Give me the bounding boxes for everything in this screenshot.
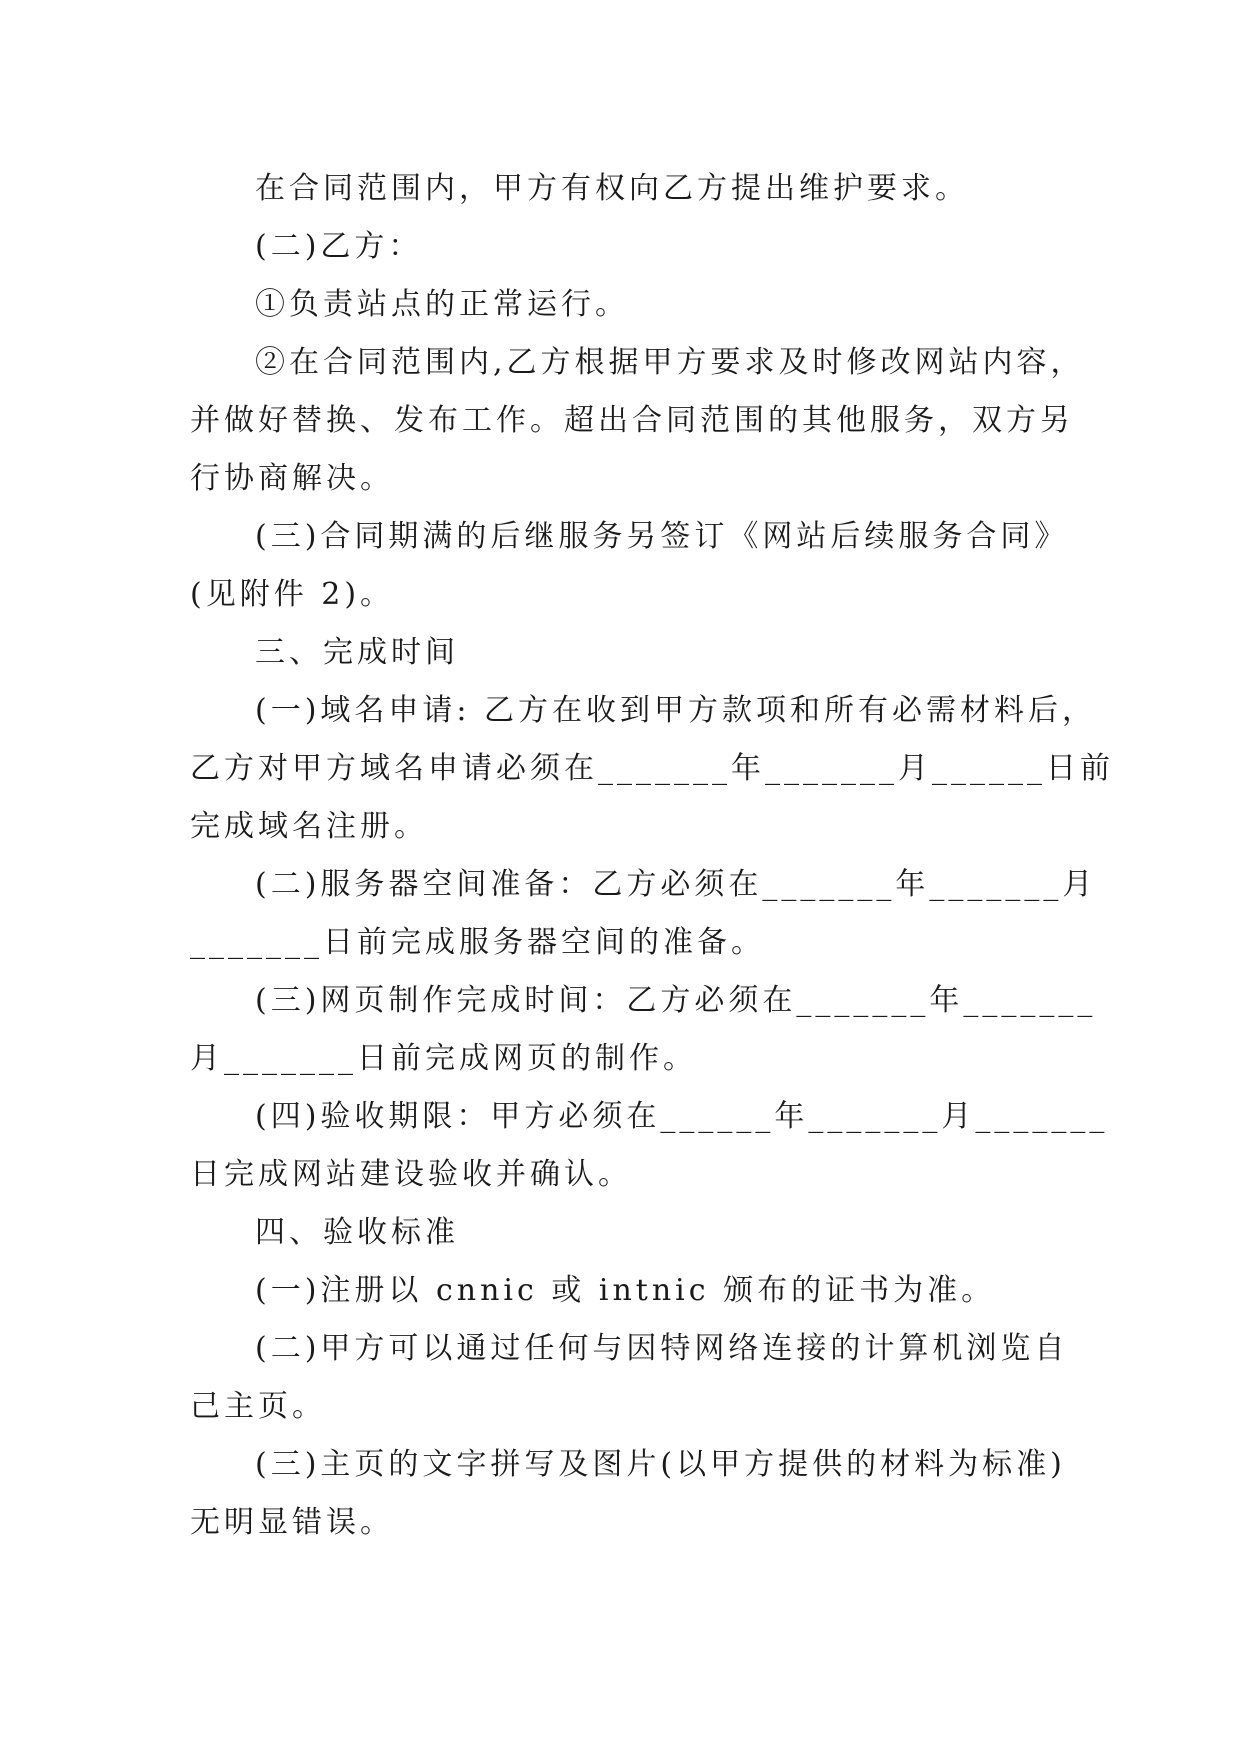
- text-line: (三)合同期满的后继服务另签订《网站后续服务合同》: [255, 519, 1069, 554]
- text-line: 无明显错误。: [190, 1505, 394, 1540]
- text-line: 日完成网站建设验收并确认。: [190, 1157, 632, 1192]
- text-line: (二)乙方：: [255, 229, 423, 264]
- text-line: (一)域名申请: 乙方在收到甲方款项和所有必需材料后，: [255, 693, 1097, 728]
- text-line: (二)甲方可以通过任何与因特网络连接的计算机浏览自: [255, 1331, 1069, 1366]
- text-line: 行协商解决。: [190, 461, 394, 496]
- document-body: [190, 160, 1114, 1552]
- text-line: (三)网页制作完成时间：乙方必须在_______年_______: [255, 983, 1097, 1018]
- text-line: _______日前完成服务器空间的准备。: [190, 925, 765, 960]
- section-heading: 四、验收标准: [255, 1215, 459, 1250]
- text-line: ②在合同范围内,乙方根据甲方要求及时修改网站内容，: [255, 345, 1085, 380]
- text-line: 月_______日前完成网页的制作。: [190, 1041, 697, 1076]
- text-line: 完成域名注册。: [190, 809, 428, 844]
- text-line: (二)服务器空间准备：乙方必须在_______年_______月: [255, 867, 1097, 902]
- text-line: 在合同范围内，甲方有权向乙方提出维护要求。: [255, 171, 969, 206]
- text-line: 己主页。: [190, 1389, 326, 1424]
- section-heading: 三、完成时间: [255, 635, 459, 670]
- text-line: ①负责站点的正常运行。: [255, 287, 629, 322]
- text-line: (一)注册以 cnnic 或 intnic 颁布的证书为准。: [255, 1273, 996, 1308]
- text-line: (见附件 2)。: [190, 577, 395, 612]
- text-line: (四)验收期限：甲方必须在______年_______月_______: [255, 1099, 1109, 1134]
- text-line: (三)主页的文字拼写及图片(以甲方提供的材料为标准): [255, 1447, 1066, 1482]
- text-line: 并做好替换、发布工作。超出合同范围的其他服务，双方另: [190, 403, 1074, 438]
- text-line: 乙方对甲方域名申请必须在_______年_______月______日前: [190, 751, 1114, 786]
